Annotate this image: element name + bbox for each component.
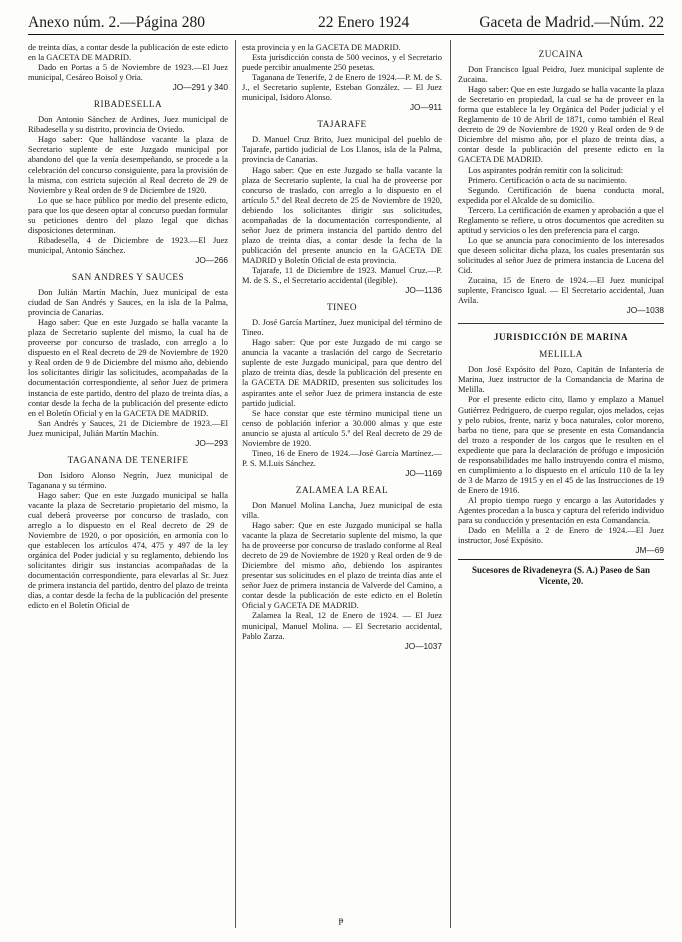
notice-paragraph: Al propio tiempo ruego y encargo a las Autoridades y Agentes procedan a la busca y captura del referido individuo para su conducción y presentación en esta Comandancia.	[458, 494, 664, 526]
page-header	[28, 10, 664, 35]
notice-paragraph: Hago saber: Que en este Juzgado municipal se halla vacante la plaza de Secretario suplente del mismo, la que ha de proveerse por concurso de traslado conforme al Real decreto de 29 de Noviembre de 1920 y Real orden de 9 de Diciembre del mismo año, debiendo los aspirantes presentar sus solicitudes en el plazo de treinta días ante el señor Juez de primera instancia de Valverde del Camino, a contar desde la publicación de este edicto en el Boletín Oficial y GACETA DE MADRID.	[242, 520, 442, 611]
notice-paragraph: Hago saber: Que en este Juzgado se halla vacante la plaza de Secretario suplente del mismo, la cual ha de proveerse por concurso de traslado, con arreglo a lo dispuesto en el Real decreto de 29 de Noviembre de 1920 y Real orden de 9 de Diciembre del mismo año, debiendo los solicitantes dirigir las solicitudes, acompañadas de la documentación correspondiente, al señor Juez de primera instancia de este partido, dentro del plazo de treinta días, a contar desde la fecha de la publicación del presente edicto en el Boletín Oficial y en la GACETA DE MADRID.	[28, 317, 228, 418]
notice-reference: JO—1169	[405, 467, 442, 478]
notice-paragraph: D. Manuel Cruz Brito, Juez municipal del pueblo de Tajarafe, partido judicial de Los Llanos, isla de la Palma, provincia de Canarias.	[242, 134, 442, 165]
notice-paragraph: Tajarafe, 11 de Diciembre de 1923. Manuel Cruz.—P. M. de S. S., el Secretario accidental (ilegible).	[242, 264, 442, 286]
notice-paragraph: Don Manuel Molina Lancha, Juez municipal de esta villa.	[242, 499, 442, 521]
notice-paragraph: Don Isidoro Alonso Negrín, Juez municipal de Taganana y su término.	[28, 469, 228, 490]
notice-paragraph: esta provincia y en la GACETA DE MADRID.	[242, 42, 401, 52]
notice-reference: JM—69	[635, 545, 664, 556]
notice-paragraph: Taganana de Tenerife, 2 de Enero de 1924.—P. M. de S. J., el Secretario suplente, Esteban González. — El Juez municipal, Isidoro Alonso.	[242, 72, 442, 103]
section-heading: ZUCAINA	[538, 49, 584, 59]
notice-paragraph: Don José Expósito del Pozo, Capitán de Infantería de Marina, Juez instructor de la Comandancia de Marina de Melilla.	[458, 364, 664, 395]
notice-paragraph: Los aspirantes podrán remitir con la solicitud:	[468, 164, 624, 175]
notice-paragraph: Zucaina, 15 de Enero de 1924.—El Juez municipal suplente, Francisco Igual. — El Secretario accidental, Juan Avila.	[458, 275, 664, 306]
issue-date: 22 Enero 1924	[318, 14, 410, 31]
notice-reference: JO—911	[409, 102, 442, 113]
column-3	[458, 42, 664, 932]
notice-reference: JO—291 y 340	[172, 82, 228, 93]
notice-paragraph: Don Antonio Sánchez de Ardines, Juez municipal de Ribadesella y su distrito, provincia de Oviedo.	[28, 114, 228, 135]
notice-reference: JO—1136	[405, 285, 442, 296]
notice-paragraph: Esta jurisdicción consta de 500 vecinos, y el Secretario puede percibir anualmente 250 pesetas.	[242, 52, 442, 73]
section-heading: TINEO	[326, 302, 358, 313]
notice-paragraph: Hago saber: Que en este Juzgado se halla vacante la plaza de Secretario en propiedad, la cual se ha de proveer en la forma que establece la ley Orgánica del Poder judicial y el Reglamento de 10 de Abril de 1871, como también el Real decreto de 29 de Noviembre de 1920 y Real orden de 9 de Diciembre del mismo año, por el plazo de treinta días, a contar desde la publicación del presente edicto en la GACETA DE MADRID.	[458, 84, 664, 165]
notice-paragraph: Lo que se anuncia para conocimiento de los interesados que deseen solicitar dicha plaza, los cuales presentarán sus solicitudes al señor Juez de primera instancia de Lucena del Cid.	[458, 234, 664, 275]
notice-paragraph: Tineo, 16 de Enero de 1924.—José García Martínez.—P. S. M.Luis Sánchez.	[242, 447, 442, 468]
section-rule	[458, 559, 664, 560]
column-divider	[450, 40, 451, 928]
annex-page-label: Anexo núm. 2.—Página 280	[28, 14, 205, 31]
notice-paragraph: Don Julián Martín Machín, Juez municipal de esta ciudad de San Andrés y Sauces, en la isla de la Palma, provincia de Canarias.	[28, 287, 228, 318]
section-heading: TAJARAFE	[317, 119, 367, 130]
jurisdiction-title: JURISDICCIÓN DE MARINA	[493, 332, 629, 343]
section-heading: MELILLA	[539, 349, 583, 360]
column-1	[28, 42, 228, 932]
notice-paragraph: Tercero. La certificación de examen y aprobación a que el Reglamento se refiere, u otros documentos que acrediten su aptitud y servicios o les den preferencia para el cargo.	[458, 204, 664, 235]
page-footer-mark: ᵽ	[338, 915, 344, 925]
printer-imprint: Sucesores de Rivadeneyra (S. A.) Paseo de San Vicente, 20.	[471, 565, 651, 587]
notice-paragraph: Ribadesella, 4 de Diciembre de 1923.—El Juez municipal, Antonio Sánchez.	[28, 234, 228, 255]
column-2	[242, 42, 442, 932]
notice-paragraph: Segundo. Certificación de buena conducta moral, expedida por el Alcalde de su domicilio.	[458, 184, 664, 205]
notice-reference: JO—293	[195, 437, 228, 448]
column-divider	[235, 40, 236, 928]
notice-paragraph: Dado en Melilla a 2 de Enero de 1924.—El Juez instructor, José Expósito.	[458, 525, 664, 546]
notice-reference: JO—266	[195, 254, 228, 265]
notice-paragraph: Don Francisco Igual Peidro, Juez municipal suplente de Zucaina.	[458, 64, 664, 85]
notice-paragraph: Por el presente edicto cito, llamo y emplazo a Manuel Gutiérrez Pedriguero, de cuerpo regular, ojos melados, cejas y pelo rubios, frente, nariz y boca naturales, color moreno, barba no tiene, para que se presente en esta Comandancia del trozo a responder de los cargos que le resulten en el expediente que para la declaración de prófugo e imposición de responsabilidades me hallo instruyendo contra el mismo, en cumplimiento a lo dispuesto en el artículo 110 de la ley de 3 de Marzo de 1915 y en el 45 de las Instrucciones de 19 de Enero de 1916.	[458, 394, 664, 495]
section-heading: TAGANANA DE TENERIFE	[67, 454, 189, 465]
section-rule	[458, 323, 664, 324]
notice-paragraph: de treinta días, a contar desde la publicación de este edicto en la GACETA DE MADRID.	[28, 42, 228, 63]
notice-paragraph: Se hace constar que este término municipal tiene un censo de población inferior a 30.000 almas y que este anuncio se ajusta al artículo 5.º del Real decreto de 29 de Noviembre de 1920.	[242, 407, 442, 448]
section-heading: RIBADESELLA	[93, 99, 163, 110]
notice-paragraph: Zalamea la Real, 12 de Enero de 1924. — El Juez municipal, Manuel Molina. — El Secretario accidental, Pablo Zarza.	[242, 610, 442, 641]
notice-paragraph: Hago saber: Que hallándose vacante la plaza de Secretario suplente de este Juzgado municipal por abandono del que la venía desempeñando, se procede a la celebración del concurso consiguiente, para la provisión de la misma, con estricta sujeción al Real decreto de 29 de Noviembre y Real orden de 9 de Diciembre de 1920.	[28, 134, 228, 195]
notice-paragraph: Dado en Portas a 5 de Noviembre de 1923.—El Juez municipal, Cesáreo Boisol y Oria.	[28, 62, 228, 83]
notice-reference: JO—1038	[626, 305, 664, 316]
notice-paragraph: D. José García Martínez, Juez municipal del término de Tineo.	[242, 317, 442, 338]
gazette-number: Gaceta de Madrid.—Núm. 22	[479, 14, 664, 31]
notice-paragraph: Hago saber: Que por este Juzgado de mi cargo se anuncia la vacante a traslación del cargo de Secretario suplente de este Juzgado municipal, para que dentro del plazo de treinta días, desde la publicación del presente en la GACETA DE MADRID, presenten sus solicitudes los aspirantes ante el señor Juez de primera instancia de este partido judicial.	[242, 337, 442, 408]
section-heading: ZALAMEA LA REAL	[295, 484, 389, 495]
notice-paragraph: Lo que se hace público por medio del presente edicto, para que los que deseen optar al concurso puedan formular su peticiones dentro del plazo legal que dichas disposiciones determinan.	[28, 194, 228, 235]
notice-paragraph: Primero. Certificación o acta de su nacimiento.	[468, 174, 627, 185]
section-heading: SAN ANDRES Y SAUCES	[71, 271, 185, 282]
notice-paragraph: Hago saber: Que en este Juzgado municipal se halla vacante la plaza de Secretario propietario del mismo, la cual deberá proveerse por concurso de traslado, con arreglo a lo dispuesto en el Real decreto de 29 de Noviembre de 1920, o por oposición, en armonía con lo que establecen los artículos 474, 475 y 497 de la ley orgánica del Poder judicial y su reglamento, debiendo los solicitantes dirigir sus instancias acompañadas de la documentación correspondiente, para elevarlas al Sr. Juez de primera instancia del partido, dentro del plazo de treinta días, a contar desde la fecha de la publicación del presente edicto en el Boletín Oficial de	[28, 489, 228, 611]
notice-reference: JO—1037	[404, 640, 442, 651]
notice-paragraph: Hago saber: Que en este Juzgado se halla vacante la plaza de Secretario suplente, la cual ha de proveerse por concurso de traslado, con arreglo a lo dispuesto en el artículo 5.º del Real decreto de 25 de Noviembre de 1920, debiendo los solicitantes dirigir sus solicitudes, acompañadas de la documentación correspondiente, al señor Juez de primera instancia del partido dentro del plazo de treinta días, a contar desde la fecha de la publicación del presente anuncio en la GACETA DE MADRID y Boletín Oficial de esta provincia.	[242, 164, 442, 265]
notice-paragraph: San Andrés y Sauces, 21 de Diciembre de 1923.—El Juez municipal, Julián Martín Machín.	[28, 417, 228, 438]
